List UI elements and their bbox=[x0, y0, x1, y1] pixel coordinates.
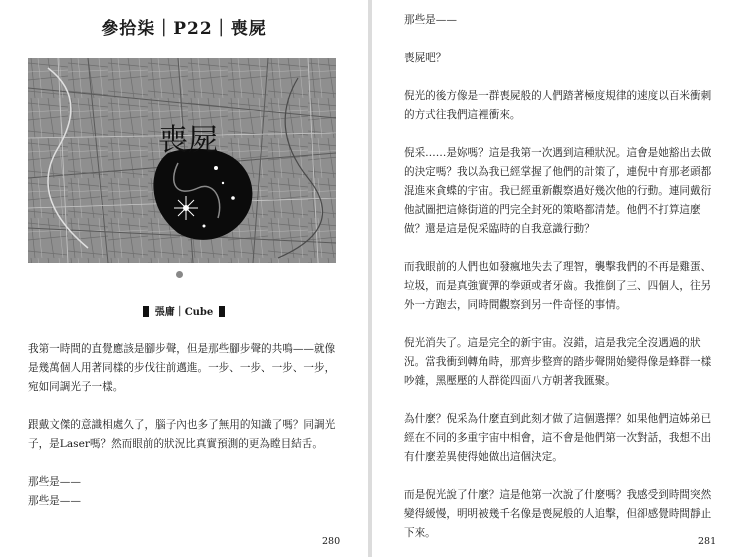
author-bar-right bbox=[219, 306, 225, 317]
paragraph: 倪光消失了。這是完全的新宇宙。沒錯，這是我完全沒遇過的狀況。當我衝到轉角時，那齊步整齊的踏步聲開始變得像是蜂群一樣吵雜，黑壓壓的人群從四面八方朝著我匯聚。 bbox=[404, 337, 712, 387]
carousel-dot bbox=[176, 271, 183, 278]
paragraph: 那些是—— bbox=[404, 14, 457, 26]
paragraph: 倪采……是妳嗎？這是我第一次遇到這種狀況。這會是她豁出去做的決定嗎？我以為我已經掌握了他們的計策了，連倪中育那老頭都混進來貪蝶的宇宙。我已經重新觀察過好幾次他的行動。連同戴衍他試圖把這條街道的門完全封死的策略都清楚。他們不打算這麼做？還是這是倪采臨時的自我意識行動？ bbox=[404, 147, 712, 235]
chapter-illustration bbox=[28, 58, 336, 263]
chapter-title: 參拾柒｜P22｜喪屍 bbox=[101, 19, 267, 39]
paragraph: 為什麼？倪采為什麼直到此刻才做了這個選擇？如果他們這姊弟已經在不同的多重宇宙中相會，這不會是他們第一次對話，我想不出有什麼差異使得她做出這個決定。 bbox=[404, 413, 712, 463]
paragraph: 那些是—— bbox=[28, 495, 81, 507]
art-title: 喪屍 bbox=[158, 123, 218, 158]
right-body-text bbox=[404, 11, 720, 543]
left-page bbox=[0, 0, 368, 557]
author-name: 張庸｜Cube bbox=[154, 307, 214, 318]
paragraph: 而我眼前的人們也如發瘋地失去了理智，襲擊我們的不再是雞蛋、垃圾，而是真強實彈的拳頭或者牙齒。我推倒了三、四個人，往另外一方跑去，同時間觀察到另一件奇怪的事情。 bbox=[404, 261, 712, 311]
author-line bbox=[0, 303, 368, 318]
paragraph: 那些是—— bbox=[28, 476, 81, 488]
left-body-text bbox=[28, 340, 340, 511]
paragraph: 跟戴文傑的意識相處久了，腦子內也多了無用的知識了嗎？同調光子，是Laser嗎？然而眼前的狀況比真實預測的更為瞠目結舌。 bbox=[28, 419, 336, 450]
illustration-graphic bbox=[28, 58, 336, 263]
paragraph: 喪屍吧？ bbox=[404, 52, 447, 64]
page-number-right: 281 bbox=[698, 536, 717, 547]
paragraph: 倪光的後方像是一群喪屍般的人們踏著極度規律的速度以百米衝刺的方式往我們這裡衝來。 bbox=[404, 90, 712, 121]
page-number-left: 280 bbox=[322, 536, 341, 547]
right-page bbox=[372, 0, 740, 557]
paragraph: 我第一時間的直覺應該是腳步聲，但是那些腳步聲的共鳴——就像是幾萬個人用著同樣的步伐往前邁進。一步、一步、一步、一步，宛如同調光子一樣。 bbox=[28, 343, 336, 393]
paragraph: 而是倪光說了什麼？這是他第一次說了什麼嗎？我感受到時間突然變得緩慢，明明被幾千名像是喪屍般的人追擊，但卻感覺時間靜止下來。 bbox=[404, 489, 712, 539]
author-bar-left bbox=[143, 306, 149, 317]
